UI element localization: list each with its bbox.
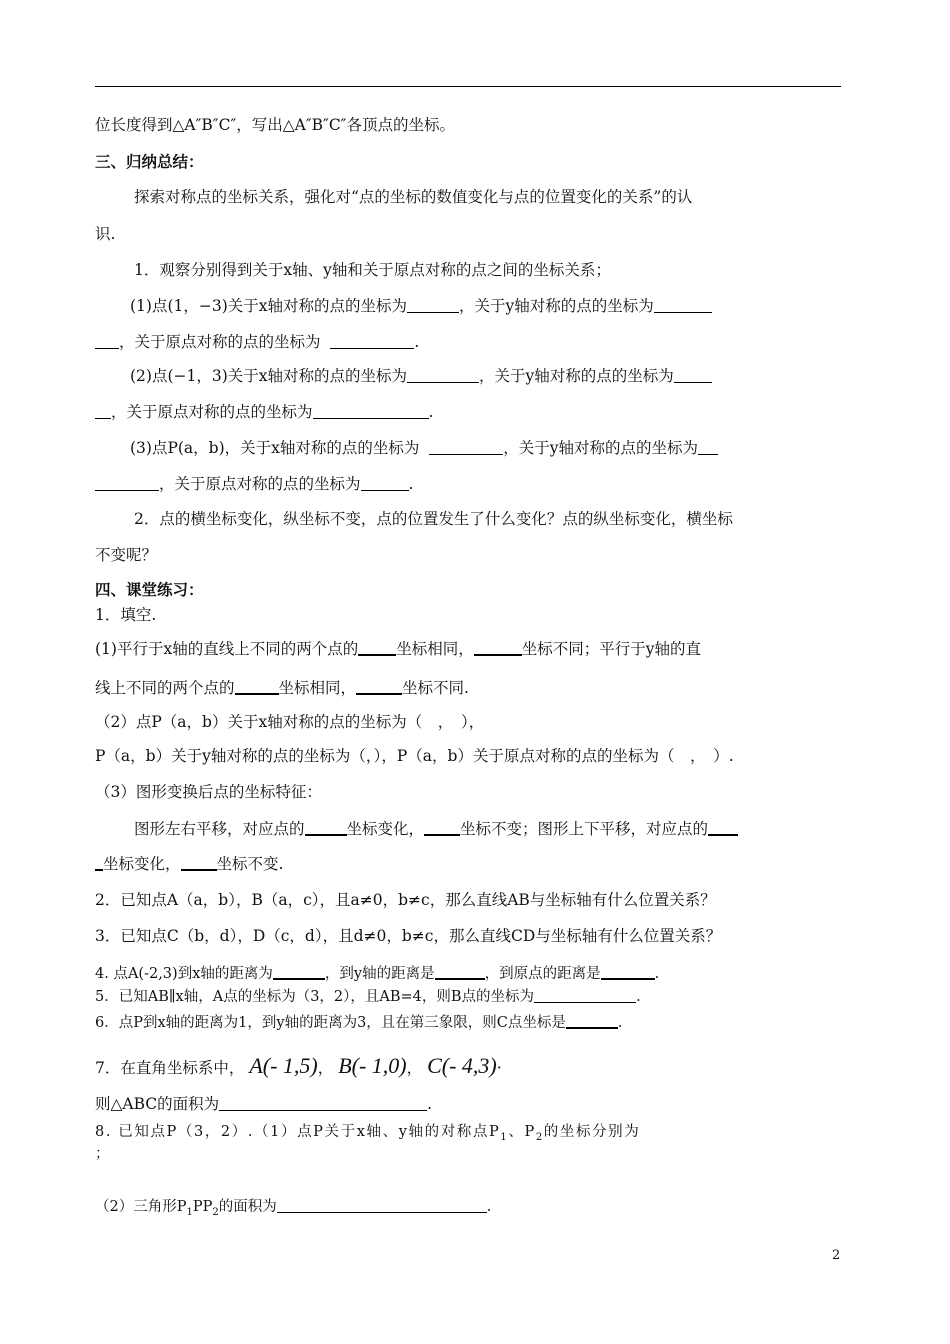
exercise-3: 3．已知点C（b，d），D（c，d），且d≠0，b≠c，那么直线CD与坐标轴有什么位置关系？ — [95, 927, 722, 945]
text-line: 识. — [95, 225, 116, 243]
exercise-7-cont: 则△ABC的面积为 . — [95, 1095, 433, 1113]
text-line: 位长度得到△A″B″C″，写出△A″B″C″各顶点的坐标。 — [95, 116, 455, 134]
exercise-1-2-cont: P（a，b）关于y轴对称的点的坐标为（，），P（a，b）关于原点对称的点的坐标为（ ， ）. — [95, 747, 734, 765]
question-1: 1．观察分别得到关于x轴、y轴和关于原点对称的点之间的坐标关系； — [134, 261, 611, 279]
exercise-1-3-b: 坐标变化， 坐标不变. — [95, 853, 841, 874]
question-1-1: (1)点(1，−3)关于x轴对称的点的坐标为 ，关于y轴对称的点的坐标为 — [130, 296, 841, 316]
exercise-1: 1．填空. — [95, 606, 157, 624]
question-1-2: (2)点(−1，3)关于x轴对称的点的坐标为 ，关于y轴对称的点的坐标为 — [130, 366, 841, 386]
exercise-4: 4. 点A(-2,3)到x轴的距离为 ，到y轴的距离是 ，到原点的距离是 . — [95, 962, 841, 984]
exercise-1-3-a: 图形左右平移，对应点的 坐标变化， 坐标不变；图形上下平移，对应点的 — [134, 818, 841, 839]
exercise-1-3: （3）图形变换后点的坐标特征： — [95, 783, 322, 801]
exercise-1-1: (1)平行于x轴的直线上不同的两个点的 坐标相同， 坐标不同；平行于y轴的直 — [95, 640, 701, 658]
question-2-cont: 不变呢？ — [95, 546, 158, 564]
question-1-3: (3)点P(a，b)，关于x轴对称的点的坐标为 ，关于y轴对称的点的坐标为 — [130, 438, 841, 458]
question-1-2-cont: ，关于原点对称的点的坐标为 . — [95, 402, 841, 422]
exercise-1-2: （2）点P（a，b）关于x轴对称的点的坐标为（ ， ）， — [95, 713, 485, 731]
exercise-5: 5．已知AB∥x轴，A点的坐标为（3，2），且AB=4，则B点的坐标为 . — [95, 986, 841, 1007]
header-rule — [95, 86, 841, 87]
exercise-6: 6．点P到x轴的距离为1，到y轴的距离为3，且在第三象限，则C点坐标是 . — [95, 1011, 841, 1033]
exercise-8: 8. 已知点P（3，2）.（1）点P关于x轴、y轴的对称点$P_1$、$P_2$的坐标分别为 — [95, 1124, 641, 1143]
exercise-8-cont: ； — [95, 1146, 110, 1162]
question-2: 2．点的横坐标变化，纵坐标不变，点的位置发生了什么变化？点的纵坐标变化，横坐标 — [134, 510, 733, 528]
text-line: 探索对称点的坐标关系，强化对“点的坐标的数值变化与点的位置变化的关系”的认 — [134, 188, 693, 206]
exercise-2: 2．已知点A（a，b），B（a，c），且a≠0，b≠c，那么直线AB与坐标轴有什么位置关系？ — [95, 891, 716, 909]
section-heading-3: 三、归纳总结： — [95, 152, 204, 171]
section-heading-4: 四、课堂练习： — [95, 580, 204, 599]
exercise-8-2: （2）三角形$P_1PP_2$的面积为 . — [95, 1196, 841, 1223]
exercise-1-1-cont: 线上不同的两个点的 坐标相同， 坐标不同. — [95, 679, 469, 697]
question-1-1-cont: ，关于原点对称的点的坐标为 . — [95, 332, 841, 352]
page-number: 2 — [832, 1248, 841, 1263]
question-1-3-cont: ，关于原点对称的点的坐标为 . — [95, 474, 841, 494]
exercise-7: 7．在直角坐标系中， A(- 1,5)， B(- 1,0)， C(- 4,3)· — [95, 1053, 502, 1078]
